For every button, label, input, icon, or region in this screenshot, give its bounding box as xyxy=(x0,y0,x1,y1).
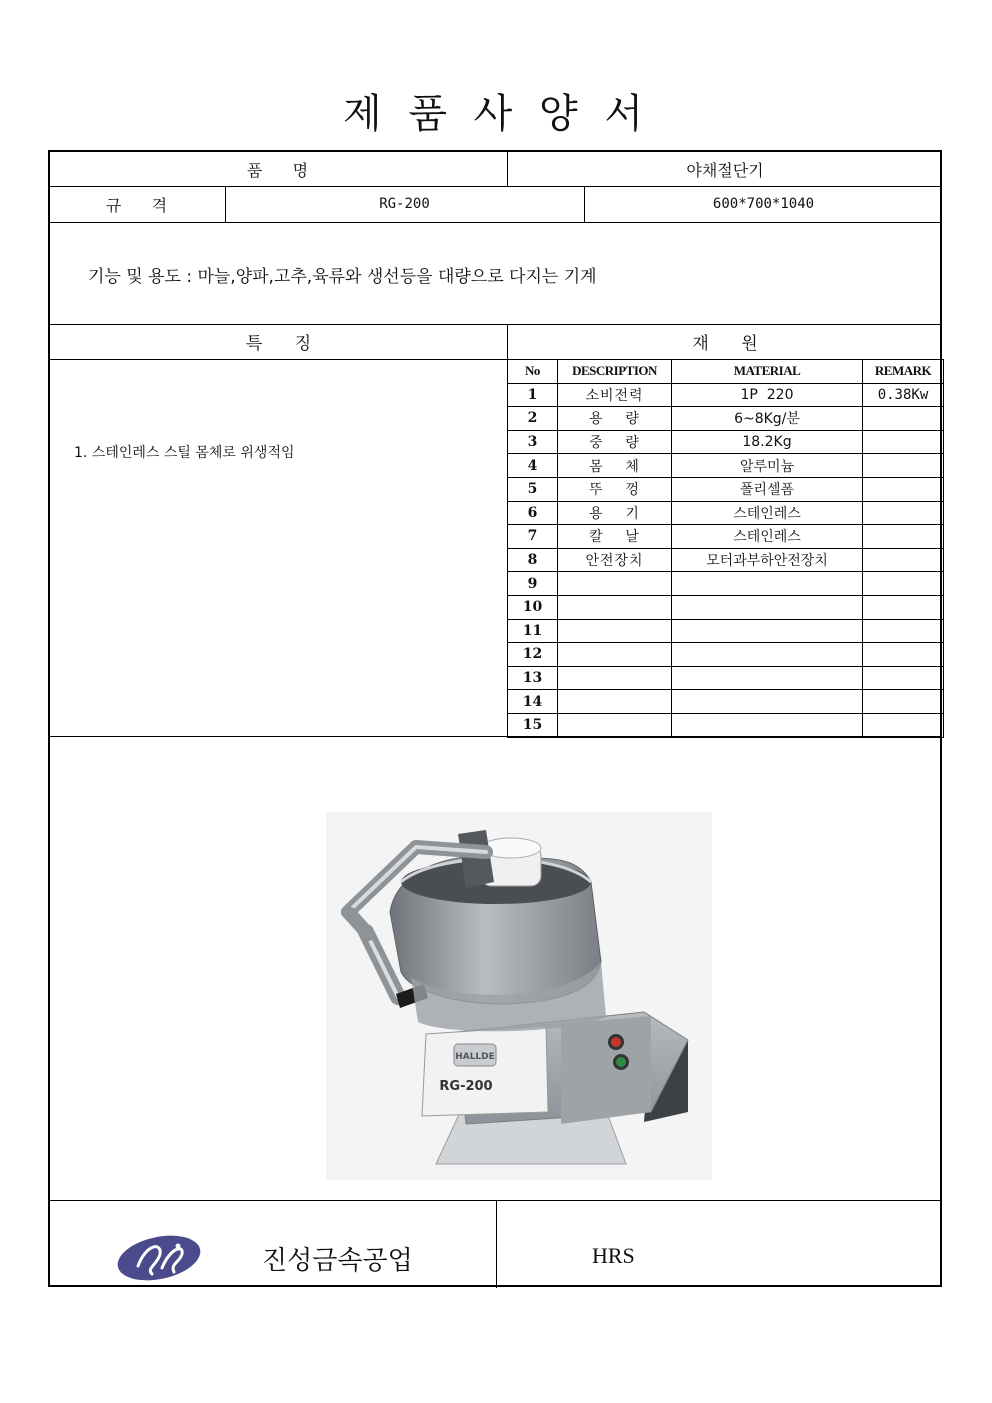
spec-description xyxy=(558,713,672,737)
function-value: 마늘,양파,고추,육류와 생선등을 대량으로 다지는 기계 xyxy=(197,267,597,287)
spec-no: 12 xyxy=(508,643,558,667)
spec-material xyxy=(672,643,863,667)
spec-remark xyxy=(863,454,944,478)
spec-no: 7 xyxy=(508,525,558,549)
spec-material: 1P 220 xyxy=(672,383,863,407)
spec-no: 1 xyxy=(508,383,558,407)
spec-row xyxy=(508,643,944,667)
spec-no: 8 xyxy=(508,548,558,572)
function-label: 기능 및 용도 : xyxy=(88,267,198,287)
spec-description: 칼 날 xyxy=(558,525,672,549)
spec-table xyxy=(507,359,944,738)
spec-description xyxy=(558,666,672,690)
spec-row xyxy=(508,572,944,596)
spec-row xyxy=(508,383,944,407)
spec-remark xyxy=(863,666,944,690)
spec-description xyxy=(558,690,672,714)
company-name: 진성금속공업 xyxy=(262,1246,413,1276)
spec-no: 6 xyxy=(508,501,558,525)
col-remark: REMARK xyxy=(863,360,944,384)
spec-description xyxy=(558,572,672,596)
spec-row xyxy=(508,666,944,690)
spec-row xyxy=(508,525,944,549)
features-header: 특 징 xyxy=(245,334,312,354)
spec-description: 중 량 xyxy=(558,430,672,454)
spec-description xyxy=(558,643,672,667)
spec-material xyxy=(672,690,863,714)
spec-no: 5 xyxy=(508,477,558,501)
specs-header: 재 원 xyxy=(692,334,758,354)
spec-row xyxy=(508,713,944,737)
spec-material: 모터과부하안전장치 xyxy=(672,548,863,572)
product-photo xyxy=(326,812,712,1180)
spec-material xyxy=(672,666,863,690)
spec-remark xyxy=(863,713,944,737)
spec-remark xyxy=(863,430,944,454)
spec-description xyxy=(558,595,672,619)
spec-description: 용 량 xyxy=(558,407,672,431)
spec-description: 안전장치 xyxy=(558,548,672,572)
spec-no: 3 xyxy=(508,430,558,454)
document-title: 제 품 사 양 서 xyxy=(342,91,650,137)
spec-row xyxy=(508,477,944,501)
spec-description xyxy=(558,619,672,643)
spec-no: 4 xyxy=(508,454,558,478)
col-no: No xyxy=(508,360,558,384)
machine-brand: HALLDE xyxy=(455,1052,495,1062)
spec-material: 스테인레스 xyxy=(672,525,863,549)
brand-name: HRS xyxy=(592,1243,635,1268)
spec-description: 용 기 xyxy=(558,501,672,525)
spec-material xyxy=(672,713,863,737)
spec-remark xyxy=(863,501,944,525)
spec-no: 15 xyxy=(508,713,558,737)
spec-material: 스테인레스 xyxy=(672,501,863,525)
spec-remark xyxy=(863,407,944,431)
product-name-value: 야채절단기 xyxy=(686,160,764,180)
spec-no: 13 xyxy=(508,666,558,690)
function-line xyxy=(88,262,597,287)
spec-sheet xyxy=(48,150,942,1287)
spec-remark xyxy=(863,619,944,643)
spec-material xyxy=(672,619,863,643)
spec-row xyxy=(508,430,944,454)
spec-no: 10 xyxy=(508,595,558,619)
spec-description: 몸 체 xyxy=(558,454,672,478)
spec-remark xyxy=(863,690,944,714)
spec-no: 9 xyxy=(508,572,558,596)
spec-remark xyxy=(863,525,944,549)
spec-material: 폴리셀폼 xyxy=(672,477,863,501)
spec-remark xyxy=(863,643,944,667)
company-logo xyxy=(116,1234,202,1286)
col-description: DESCRIPTION xyxy=(558,360,672,384)
spec-remark xyxy=(863,477,944,501)
spec-header-row xyxy=(508,360,944,384)
rule xyxy=(50,222,940,223)
rule xyxy=(50,1200,940,1201)
spec-material xyxy=(672,572,863,596)
spec-description: 뚜 껑 xyxy=(558,477,672,501)
spec-remark xyxy=(863,595,944,619)
spec-remark xyxy=(863,572,944,596)
spec-description: 소비전력 xyxy=(558,383,672,407)
machine-model: RG-200 xyxy=(439,1079,493,1094)
spec-material xyxy=(672,595,863,619)
spec-no: 2 xyxy=(508,407,558,431)
spec-material: 18.2Kg xyxy=(672,430,863,454)
col-material: MATERIAL xyxy=(672,360,863,384)
spec-remark xyxy=(863,548,944,572)
spec-row xyxy=(508,595,944,619)
spec-row xyxy=(508,548,944,572)
feature-item: 1. 스테인레스 스틸 몸체로 위생적임 xyxy=(74,445,295,461)
spec-row xyxy=(508,619,944,643)
spec-no: 11 xyxy=(508,619,558,643)
spec-label: 규 격 xyxy=(105,195,170,215)
spec-row xyxy=(508,407,944,431)
spec-row xyxy=(508,690,944,714)
spec-material: 6~8Kg/분 xyxy=(672,407,863,431)
spec-row xyxy=(508,454,944,478)
rule xyxy=(496,1200,497,1288)
spec-remark: 0.38Kw xyxy=(863,383,944,407)
dimensions-value: 600*700*1040 xyxy=(712,196,815,212)
model-value: RG-200 xyxy=(379,196,430,212)
spec-material: 알루미늄 xyxy=(672,454,863,478)
spec-row xyxy=(508,501,944,525)
product-name-label: 품 명 xyxy=(246,160,311,180)
spec-no: 14 xyxy=(508,690,558,714)
